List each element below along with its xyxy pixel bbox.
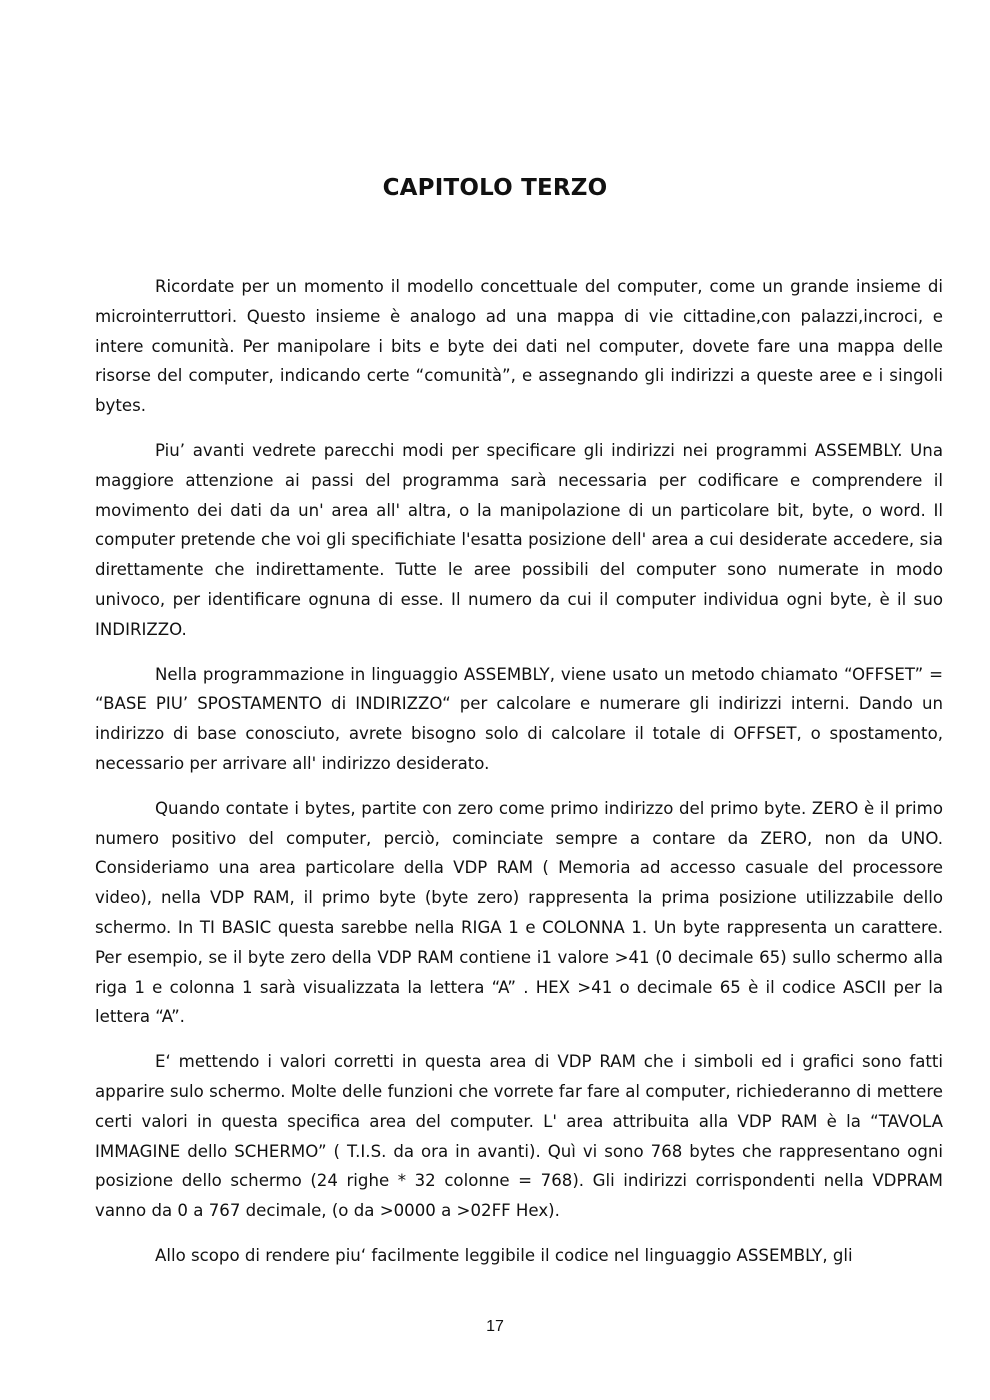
paragraph-5: E‘ mettendo i valori corretti in questa area di VDP RAM che i simboli ed i grafici sono fatti apparire sulo schermo. Molte delle funzioni che vorrete far fare al computer, richiederanno di mettere certi valori in questa specifica area del computer. L' area attribuita alla VDP RAM è la “TAVOLA IMMAGINE dello SCHERMO” ( T.I.S. da ora in avanti). Quì vi sono 768 bytes che rappresentano ogni posizione dello schermo (24 righe * 32 colonne = 768). Gli indirizzi corrispondenti nella VDPRAM vanno da 0 a 767 decimale, (o da >0000 a >02FF Hex). — [95, 1052, 943, 1221]
body-text — [95, 272, 943, 1286]
paragraph-3: Nella programmazione in linguaggio ASSEMBLY, viene usato un metodo chiamato “OFFSET” = “BASE PIU’ SPOSTAMENTO di INDIRIZZO“ per calcolare e numerare gli indirizzi interni. Dando un indirizzo di base conosciuto, avrete bisogno solo di calcolare il totale di OFFSET, o spostamento, necessario per arrivare all' indirizzo desiderato. — [95, 664, 943, 773]
paragraph-2: Piu’ avanti vedrete parecchi modi per specificare gli indirizzi nei programmi ASSEMBLY. Una maggiore attenzione ai passi del programma sarà necessaria per codificare e comprendere il movimento dei dati da un' area all' altra, o la manipolazione di un particolare bit, byte, o word. Il computer pretende che voi gli specifichiate l'esatta posizione dell' area a cui desiderate accedere, sia direttamente che indirettamente. Tutte le aree possibili del computer sono numerate in modo univoco, per identificare ognuna di esse. Il numero da cui il computer individua ogni byte, è il suo INDIRIZZO. — [95, 440, 943, 639]
page-number: 17 — [486, 1318, 504, 1335]
paragraph-4: Quando contate i bytes, partite con zero come primo indirizzo del primo byte. ZERO è il primo numero positivo del computer, perciò, cominciate sempre a contare da ZERO, non da UNO. Consideriamo una area particolare della VDP RAM ( Memoria ad accesso casuale del processore video), nella VDP RAM, il primo byte (byte zero) rappresenta la prima posizione utilizzabile dello schermo. In TI BASIC questa sarebbe nella RIGA 1 e COLONNA 1. Un byte rappresenta un carattere. Per esempio, se il byte zero della VDP RAM contiene i1 valore >41 (0 decimale 65) sullo schermo alla riga 1 e colonna 1 sarà visualizzata la lettera “A” . HEX >41 o decimale 65 è il codice ASCII per la lettera “A”. — [95, 798, 943, 1027]
paragraph-6: Allo scopo di rendere piu‘ facilmente leggibile il codice nel linguaggio ASSEMBLY, gli — [155, 1245, 853, 1265]
paragraph-1: Ricordate per un momento il modello concettuale del computer, come un grande insieme di microinterruttori. Questo insieme è analogo ad una mappa di vie cittadine,con palazzi,incroci, e intere comunità. Per manipolare i bits e byte dei dati nel computer, dovete fare una mappa delle risorse del computer, indicando certe “comunità”, e assegnando gli indirizzi a queste aree e i singoli bytes. — [95, 277, 943, 416]
chapter-title: CAPITOLO TERZO — [382, 175, 608, 201]
